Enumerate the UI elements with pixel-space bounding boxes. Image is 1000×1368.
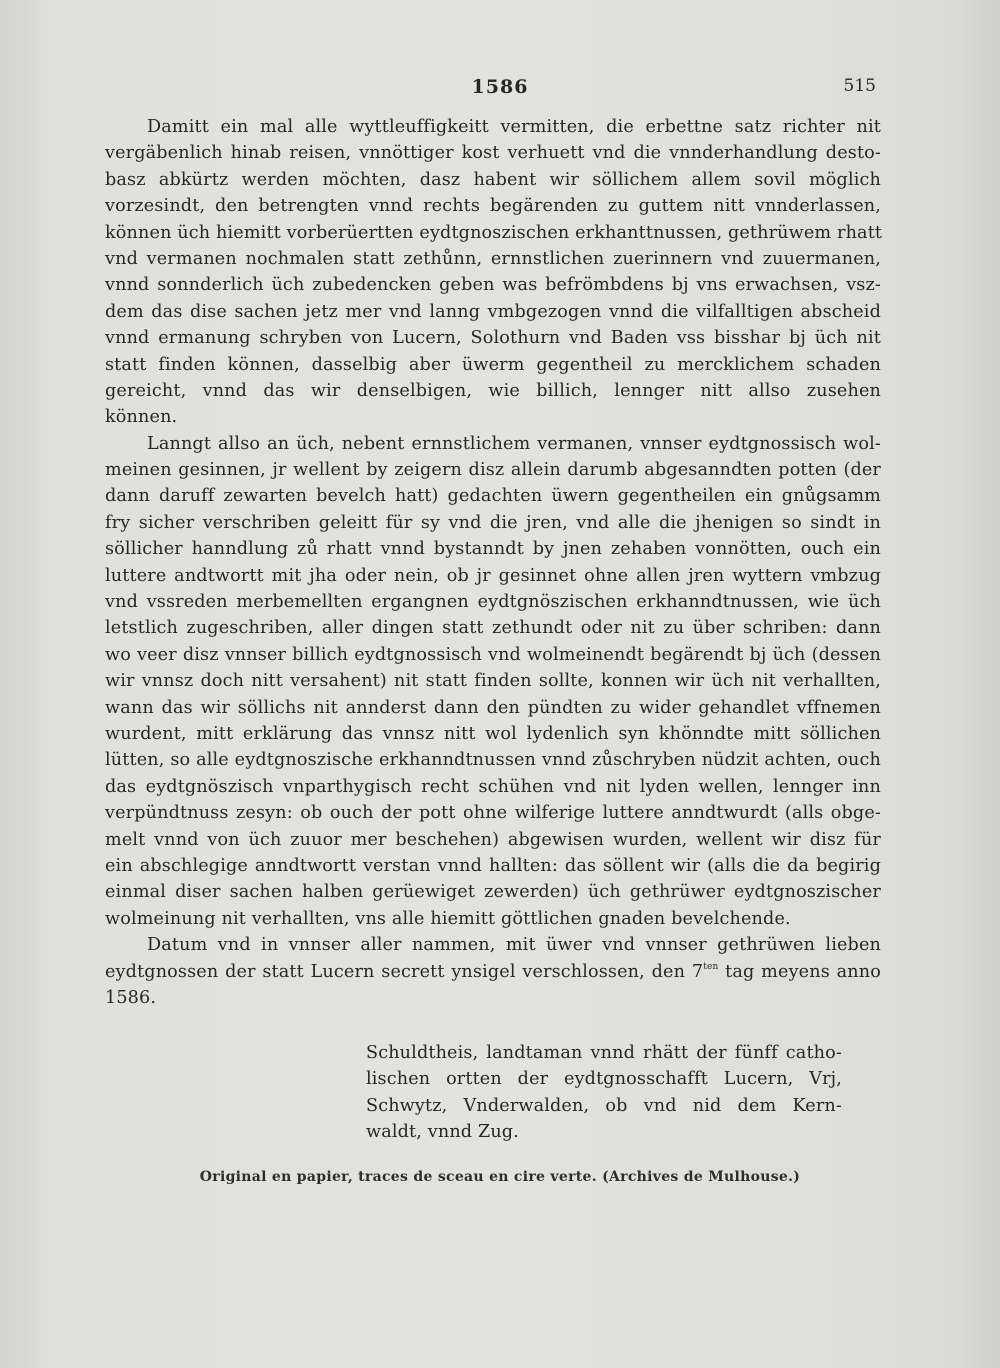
- signature-line: waldt, vnnd Zug.: [366, 1122, 519, 1143]
- page-header-year: 1586: [471, 76, 529, 98]
- text-line: basz abkürtz werden möchten, dasz habent wir söllichem allem sovil möglich: [105, 169, 881, 190]
- text-line: statt finden können, dasselbig aber üwerm gegentheil zu mercklichem schaden: [105, 354, 881, 375]
- text-line: wann das wir söllichs nit annderst dann den pündten zu wider gehandlet vffnemen: [105, 697, 881, 718]
- text-line: dem das dise sachen jetz mer vnd lanng vmbgezogen vnnd die vilfalltigen abscheid: [105, 301, 881, 322]
- text-line: meinen gesinnen, jr wellent by zeigern disz allein darumb abgesanndten potten (der: [105, 460, 881, 481]
- text-line: Damitt ein mal alle wyttleuffigkeitt vermitten, die erbettne satz richter nit: [147, 117, 881, 137]
- text-line: wir vnnsz doch nitt versahent) nit statt finden sollte, konnen wir üch nit verhallten,: [105, 671, 881, 692]
- text-line: 1586.: [105, 987, 157, 1008]
- text-line: söllicher hanndlung zů rhatt vnnd bystanndt by jnen zehaben vonnötten, ouch ein: [105, 539, 881, 560]
- date-text: eydtgnossen der statt Lucern secrett ynsigel verschlossen, den 7: [105, 961, 704, 982]
- signature-line: Schuldtheis, landtaman vnnd rhätt der fünff catho-: [366, 1043, 842, 1063]
- text-line: wolmeinung nit verhallten, vns alle hiemitt göttlichen gnaden bevelchende.: [105, 908, 791, 929]
- signature-line: Schwytz, Vnderwalden, ob vnd nid dem Kern-: [366, 1095, 842, 1116]
- paragraph-3: [105, 932, 881, 1011]
- date-superscript: ten: [703, 961, 719, 972]
- text-line: fry sicher verschriben geleitt für sy vnd die jren, vnd alle die jhenigen so sindt in: [105, 512, 881, 533]
- text-line: ein abschlegige anndtwortt verstan vnnd hallten: das söllent wir (alls die da begirig: [105, 855, 881, 876]
- text-line: können üch hiemitt vorberüertten eydtgnoszischen erkhanttnussen, gethrüwem rhatt: [105, 222, 883, 243]
- text-line: vergäbenlich hinab reisen, vnnöttiger kost verhuett vnd die vnnderhandlung desto-: [105, 143, 881, 164]
- date-text-rest: tag meyens anno: [718, 961, 881, 982]
- letter-body: [105, 114, 881, 1011]
- text-line: Lanngt allso an üch, nebent ernnstlichem vermanen, vnnser eydtgnossisch wol-: [147, 433, 881, 454]
- text-line: einmal diser sachen halben gerüewiget zewerden) üch gethrüwer eydtgnoszischer: [105, 882, 881, 903]
- source-note: Original en papier, traces de sceau en cire verte. (Archives de Mulhouse.): [199, 1169, 801, 1185]
- page-number: 515: [843, 76, 876, 96]
- signature-line: lischen ortten der eydtgnosschafft Lucern, Vrj,: [366, 1069, 842, 1090]
- text-line: letstlich zugeschriben, aller dingen statt zethundt oder nit zu über schriben: dann: [105, 618, 881, 639]
- paragraph-2: [105, 431, 881, 932]
- text-line: vnd vermanen nochmalen statt zethůnn, ernnstlichen zuerinnern vnd zuuermanen,: [105, 248, 881, 269]
- text-line: können.: [105, 407, 178, 428]
- paragraph-1: [105, 114, 881, 431]
- text-line: das eydtgnöszisch vnparthygisch recht schühen vnd nit lyden wellen, lennger inn: [105, 776, 881, 797]
- date-line: [105, 959, 881, 985]
- text-line: vnd vssreden merbemellten ergangnen eydtgnöszischen erkhanndtnussen, wie üch: [105, 592, 881, 613]
- text-line: vnnd sonnderlich üch zubedencken geben was befrömbdens bj vns erwachsen, vsz-: [105, 275, 881, 296]
- text-line: Datum vnd in vnnser aller nammen, mit üwer vnd vnnser gethrüwen lieben: [147, 935, 881, 956]
- text-line: dann daruff zewarten bevelch hatt) gedachten üwern gegentheilen ein gnůgsamm: [105, 486, 881, 507]
- text-line: gereicht, vnnd das wir denselbigen, wie billich, lennger nitt allso zusehen: [105, 380, 881, 401]
- text-line: vorzesindt, den betrengten vnnd rechts begärenden zu guttem nitt vnnderlassen,: [105, 196, 881, 217]
- signature-block: [366, 1040, 842, 1146]
- text-line: wo veer disz vnnser billich eydtgnossisch vnd wolmeinendt begärendt bj üch (dessen: [105, 644, 881, 665]
- text-line: verpündtnuss zesyn: ob ouch der pott ohne wilferige luttere anndtwurdt (alls obge-: [105, 803, 881, 824]
- text-line: wurdent, mitt erklärung das vnnsz nitt wol lydenlich syn khönndte mitt söllichen: [105, 723, 881, 744]
- text-line: lütten, so alle eydtgnoszische erkhanndtnussen vnnd zůschryben nüdzit achten, ouch: [105, 750, 881, 771]
- text-line: vnnd ermanung schryben von Lucern, Solothurn vnd Baden vss bisshar bj üch nit: [105, 328, 881, 349]
- text-line: luttere andtwortt mit jha oder nein, ob jr gesinnet ohne allen jren wyttern vmbzug: [105, 565, 881, 586]
- text-line: melt vnnd von üch zuuor mer beschehen) abgewisen wurden, wellent wir disz für: [105, 829, 881, 850]
